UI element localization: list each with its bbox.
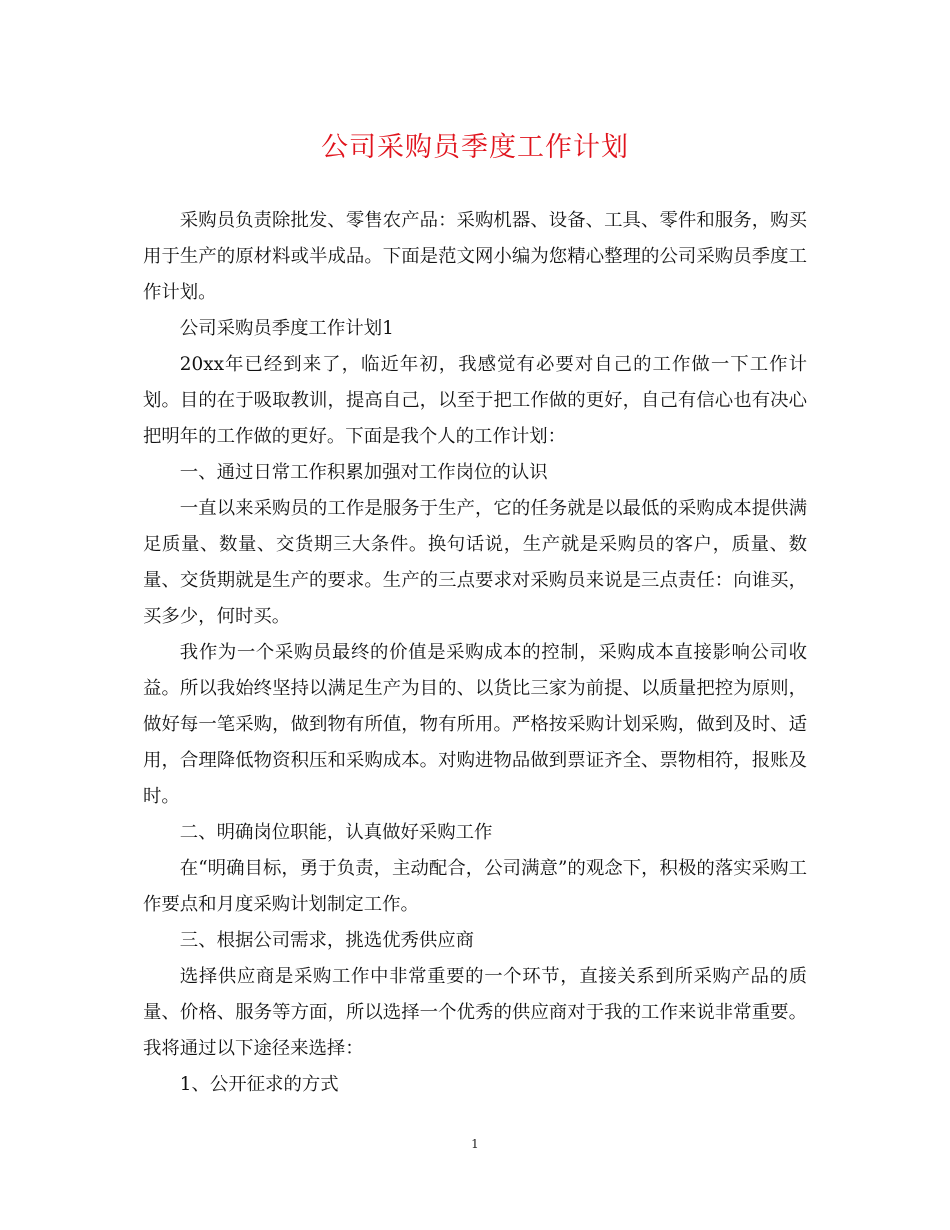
document-title: 公司采购员季度工作计划: [321, 132, 629, 163]
intro-paragraph: 采购员负责除批发、零售农产品：采购机器、设备、工具、零件和服务，购买用于生产的原材料或半成品。下面是范文网小编为您精心整理的公司采购员季度工作计划。: [143, 210, 807, 303]
page-number: 1: [471, 1137, 479, 1151]
section-heading-one: 一、通过日常工作积累加强对工作岗位的认识: [179, 462, 548, 483]
section-heading-two: 二、明确岗位职能，认真做好采购工作: [179, 822, 493, 843]
body-paragraph: 在“明确目标，勇于负责，主动配合，公司满意”的观念下，积极的落实采购工作要点和月度采购计划制定工作。: [143, 858, 807, 915]
body-paragraph: 一直以来采购员的工作是服务于生产，它的任务就是以最低的采购成本提供满足质量、数量、交货期三大条件。换句话说，生产就是采购员的客户，质量、数量、交货期就是生产的要求。生产的三点要求对采购员来说是三点责任：向谁买，买多少，何时买。: [143, 498, 807, 627]
section-heading-three: 三、根据公司需求，挑选优秀供应商: [179, 930, 475, 951]
body-paragraph: 选择供应商是采购工作中非常重要的一个环节，直接关系到所采购产品的质量、价格、服务等方面，所以选择一个优秀的供应商对于我的工作来说非常重要。我将通过以下途径来选择：: [143, 966, 807, 1059]
body-paragraph: 我作为一个采购员最终的价值是采购成本的控制，采购成本直接影响公司收益。所以我始终坚持以满足生产为目的、以货比三家为前提、以质量把控为原则，做好每一笔采购，做到物有所值，物有所用。严格按采购计划采购，做到及时、适用，合理降低物资积压和采购成本。对购进物品做到票证齐全、票物相符，报账及时。: [143, 642, 807, 807]
list-item-heading: 1、公开征求的方式: [179, 1074, 339, 1095]
body-paragraph: 20xx年已经到来了，临近年初，我感觉有必要对自己的工作做一下工作计划。目的在于吸取教训，提高自己，以至于把工作做的更好，自己有信心也有决心把明年的工作做的更好。下面是我个人的工作计划：: [143, 354, 807, 447]
document-body: [143, 203, 807, 1103]
section-heading-plan-1: 公司采购员季度工作计划1: [179, 318, 394, 339]
